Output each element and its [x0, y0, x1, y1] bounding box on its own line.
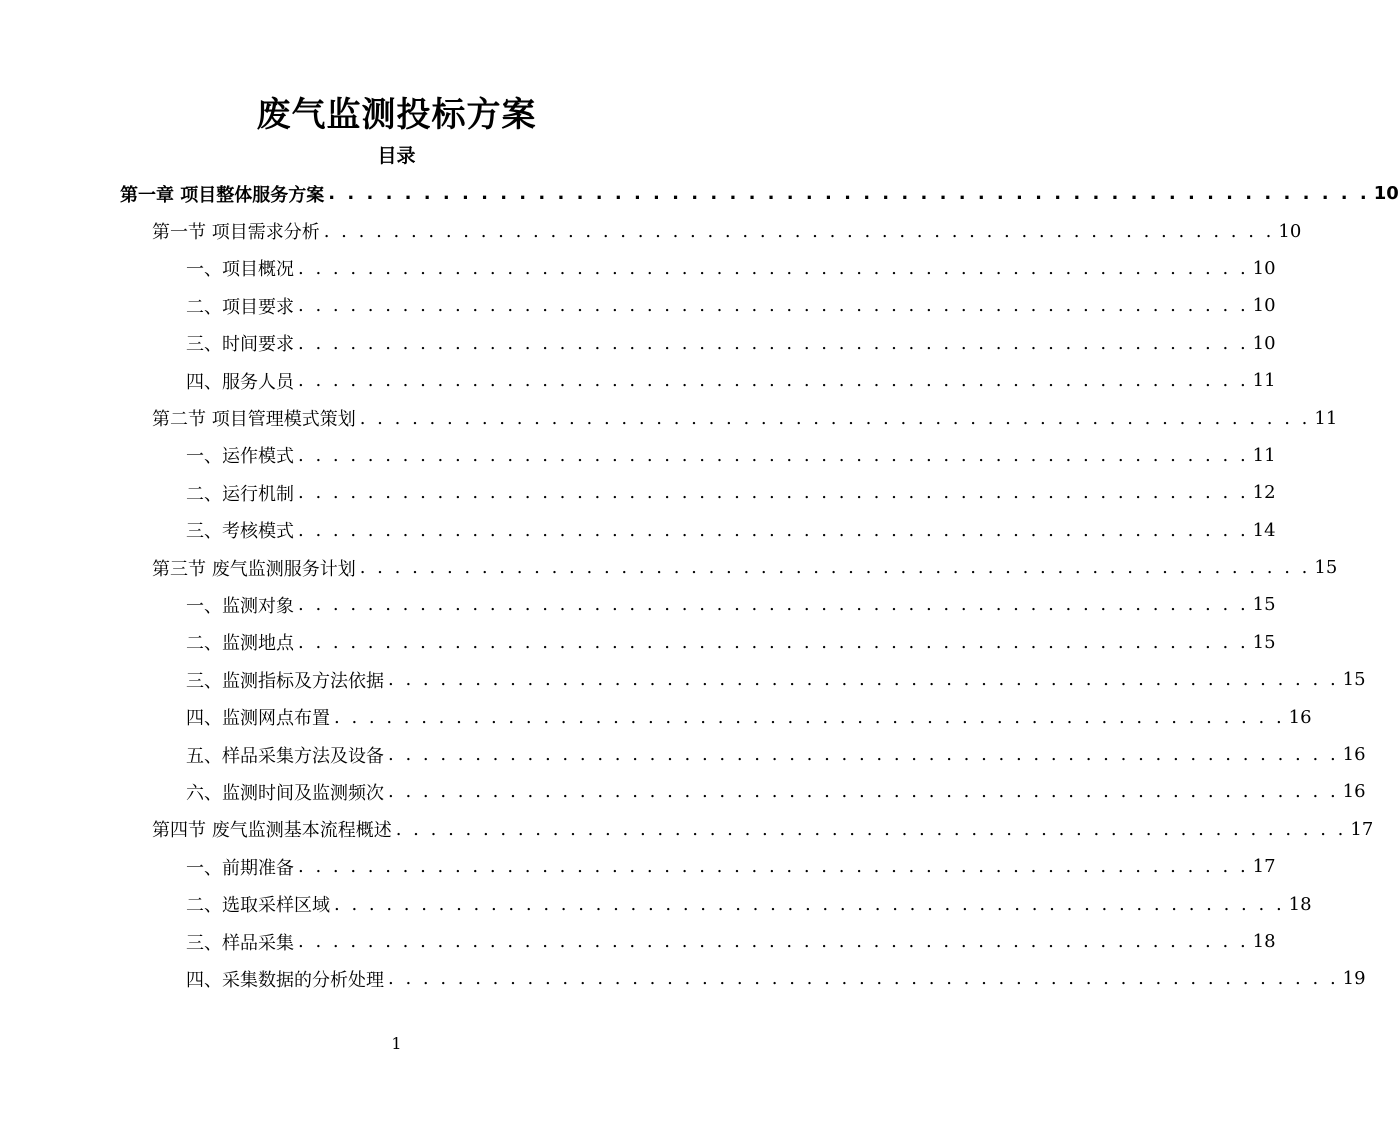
toc-entry-title: 一、运作模式: [186, 446, 294, 468]
toc-dot-leader: . . . . . . . . . . . . . . . . . . . . . . . . . . . . . . . . . . . . . . . . . . . . . . . . . . . . . . .: [298, 631, 1249, 653]
toc-dot-leader: . . . . . . . . . . . . . . . . . . . . . . . . . . . . . . . . . . . . . . . . . . . . . . . . . . . . . . .: [298, 931, 1249, 952]
toc-entry-title: 四、服务人员: [186, 371, 294, 393]
toc-entry-title: 第四节 废气监测基本流程概述: [152, 820, 392, 842]
toc-entry[interactable]: [0, 474, 1276, 511]
toc-entry[interactable]: [0, 362, 1276, 399]
toc-entry-title: 二、运行机制: [186, 483, 294, 505]
toc-entry-title: 二、监测地点: [186, 633, 294, 655]
toc-dot-leader: . . . . . . . . . . . . . . . . . . . . . . . . . . . . . . . . . . . . . . . . . . . . . . . . . . . . . . .: [298, 856, 1249, 878]
toc-entry[interactable]: [0, 848, 1276, 885]
toc-entry-title: 四、采集数据的分析处理: [186, 969, 384, 991]
toc-entry-page: 10: [1373, 183, 1399, 205]
toc-dot-leader: . . . . . . . . . . . . . . . . . . . . . . . . . . . . . . . . . . . . . . . . . . . . . . . . . . . . . . .: [388, 669, 1339, 691]
toc-entry-title: 二、选取采样区域: [186, 895, 330, 917]
toc-entry-title: 三、监测指标及方法依据: [186, 670, 384, 692]
toc-entry-title: 二、项目要求: [186, 296, 294, 318]
toc-entry-page: 10: [1252, 332, 1276, 354]
toc-dot-leader: . . . . . . . . . . . . . . . . . . . . . . . . . . . . . . . . . . . . . . . . . . . . . . . . . . . . . . .: [298, 332, 1249, 354]
toc-entry-page: 18: [1288, 893, 1312, 915]
document-title: 废气监测投标方案: [256, 95, 537, 135]
toc-entry-title: 一、项目概况: [186, 259, 294, 281]
toc-dot-leader: . . . . . . . . . . . . . . . . . . . . . . . . . . . . . . . . . . . . . . . . . . . . . . . . . . . . . . .: [298, 444, 1249, 466]
table-of-contents: [0, 175, 1399, 998]
toc-entry[interactable]: [0, 250, 1276, 287]
toc-entry-page: 17: [1252, 856, 1276, 878]
toc-dot-leader: . . . . . . . . . . . . . . . . . . . . . . . . . . . . . . . . . . . . . . . . . . . . . . . . . . . . . . .: [328, 183, 1370, 205]
toc-entry[interactable]: [0, 923, 1276, 960]
page-number: 1: [391, 1034, 402, 1053]
toc-entry-page: 12: [1252, 482, 1276, 504]
toc-entry-title: 三、考核模式: [186, 521, 294, 543]
toc-dot-leader: . . . . . . . . . . . . . . . . . . . . . . . . . . . . . . . . . . . . . . . . . . . . . . . . . . . . . . .: [388, 744, 1339, 766]
toc-dot-leader: . . . . . . . . . . . . . . . . . . . . . . . . . . . . . . . . . . . . . . . . . . . . . . . . . . . . . . .: [334, 893, 1285, 915]
toc-entry-page: 11: [1314, 407, 1338, 429]
toc-entry-title: 第一节 项目需求分析: [152, 222, 320, 244]
toc-entry[interactable]: [0, 885, 1312, 922]
toc-dot-leader: . . . . . . . . . . . . . . . . . . . . . . . . . . . . . . . . . . . . . . . . . . . . . . . . . . . . . . .: [298, 482, 1249, 504]
toc-entry-page: 16: [1288, 706, 1312, 728]
toc-entry[interactable]: [0, 512, 1276, 549]
toc-entry-title: 一、监测对象: [186, 595, 294, 617]
toc-entry[interactable]: [0, 736, 1366, 773]
toc-entry-title: 一、前期准备: [186, 857, 294, 879]
toc-entry-page: 15: [1252, 631, 1276, 653]
toc-entry-page: 14: [1252, 519, 1276, 541]
toc-entry[interactable]: [0, 549, 1338, 586]
toc-dot-leader: . . . . . . . . . . . . . . . . . . . . . . . . . . . . . . . . . . . . . . . . . . . . . . . . . . . . . . .: [359, 407, 1311, 429]
toc-entry-page: 16: [1342, 744, 1366, 766]
toc-entry[interactable]: [0, 811, 1374, 848]
toc-entry[interactable]: [0, 437, 1276, 474]
toc-entry-page: 10: [1252, 257, 1276, 279]
toc-dot-leader: . . . . . . . . . . . . . . . . . . . . . . . . . . . . . . . . . . . . . . . . . . . . . . . . . . . . . . .: [298, 370, 1249, 392]
toc-entry-page: 15: [1314, 557, 1338, 579]
toc-entry-page: 15: [1342, 669, 1366, 691]
toc-entry-page: 10: [1278, 220, 1302, 242]
toc-entry-page: 11: [1252, 370, 1276, 392]
toc-entry-page: 19: [1342, 968, 1366, 990]
toc-entry[interactable]: [0, 287, 1276, 324]
toc-entry-title: 六、监测时间及监测频次: [186, 782, 384, 804]
toc-entry-title: 三、样品采集: [186, 932, 294, 954]
toc-dot-leader: . . . . . . . . . . . . . . . . . . . . . . . . . . . . . . . . . . . . . . . . . . . . . . . . . . . . . . .: [323, 220, 1275, 242]
toc-dot-leader: . . . . . . . . . . . . . . . . . . . . . . . . . . . . . . . . . . . . . . . . . . . . . . . . . . . . . . .: [298, 257, 1249, 279]
toc-dot-leader: . . . . . . . . . . . . . . . . . . . . . . . . . . . . . . . . . . . . . . . . . . . . . . . . . . . . . . .: [395, 818, 1347, 840]
toc-dot-leader: . . . . . . . . . . . . . . . . . . . . . . . . . . . . . . . . . . . . . . . . . . . . . . . . . . . . . . .: [388, 968, 1339, 990]
toc-entry-page: 11: [1252, 444, 1276, 466]
toc-entry[interactable]: [0, 698, 1312, 735]
toc-entry[interactable]: [0, 773, 1366, 810]
toc-entry-page: 16: [1342, 781, 1366, 803]
toc-heading: 目录: [377, 145, 416, 167]
toc-entry[interactable]: [0, 586, 1276, 623]
toc-entry-title: 第三节 废气监测服务计划: [152, 558, 356, 580]
toc-entry-title: 三、时间要求: [186, 334, 294, 356]
toc-dot-leader: . . . . . . . . . . . . . . . . . . . . . . . . . . . . . . . . . . . . . . . . . . . . . . . . . . . . . . .: [298, 295, 1249, 317]
toc-entry-title: 五、样品采集方法及设备: [186, 745, 384, 767]
toc-dot-leader: . . . . . . . . . . . . . . . . . . . . . . . . . . . . . . . . . . . . . . . . . . . . . . . . . . . . . . .: [334, 706, 1285, 728]
toc-entry-page: 10: [1252, 295, 1276, 317]
toc-entry-page: 15: [1252, 594, 1276, 616]
toc-entry-title: 四、监测网点布置: [186, 708, 330, 730]
toc-entry[interactable]: [0, 661, 1366, 698]
toc-entry[interactable]: [0, 175, 1399, 212]
toc-entry[interactable]: [0, 960, 1366, 997]
toc-entry[interactable]: [0, 624, 1276, 661]
toc-dot-leader: . . . . . . . . . . . . . . . . . . . . . . . . . . . . . . . . . . . . . . . . . . . . . . . . . . . . . . .: [359, 557, 1311, 579]
toc-dot-leader: . . . . . . . . . . . . . . . . . . . . . . . . . . . . . . . . . . . . . . . . . . . . . . . . . . . . . . .: [298, 594, 1249, 616]
toc-entry[interactable]: [0, 399, 1338, 436]
toc-entry[interactable]: [0, 212, 1302, 249]
toc-dot-leader: . . . . . . . . . . . . . . . . . . . . . . . . . . . . . . . . . . . . . . . . . . . . . . . . . . . . . . .: [388, 781, 1339, 803]
toc-dot-leader: . . . . . . . . . . . . . . . . . . . . . . . . . . . . . . . . . . . . . . . . . . . . . . . . . . . . . . .: [298, 519, 1249, 541]
toc-entry-page: 18: [1252, 931, 1276, 952]
toc-entry-title: 第二节 项目管理模式策划: [152, 409, 356, 431]
toc-entry-title: 第一章 项目整体服务方案: [120, 184, 325, 206]
toc-entry-page: 17: [1350, 818, 1374, 840]
toc-entry[interactable]: [0, 325, 1276, 362]
